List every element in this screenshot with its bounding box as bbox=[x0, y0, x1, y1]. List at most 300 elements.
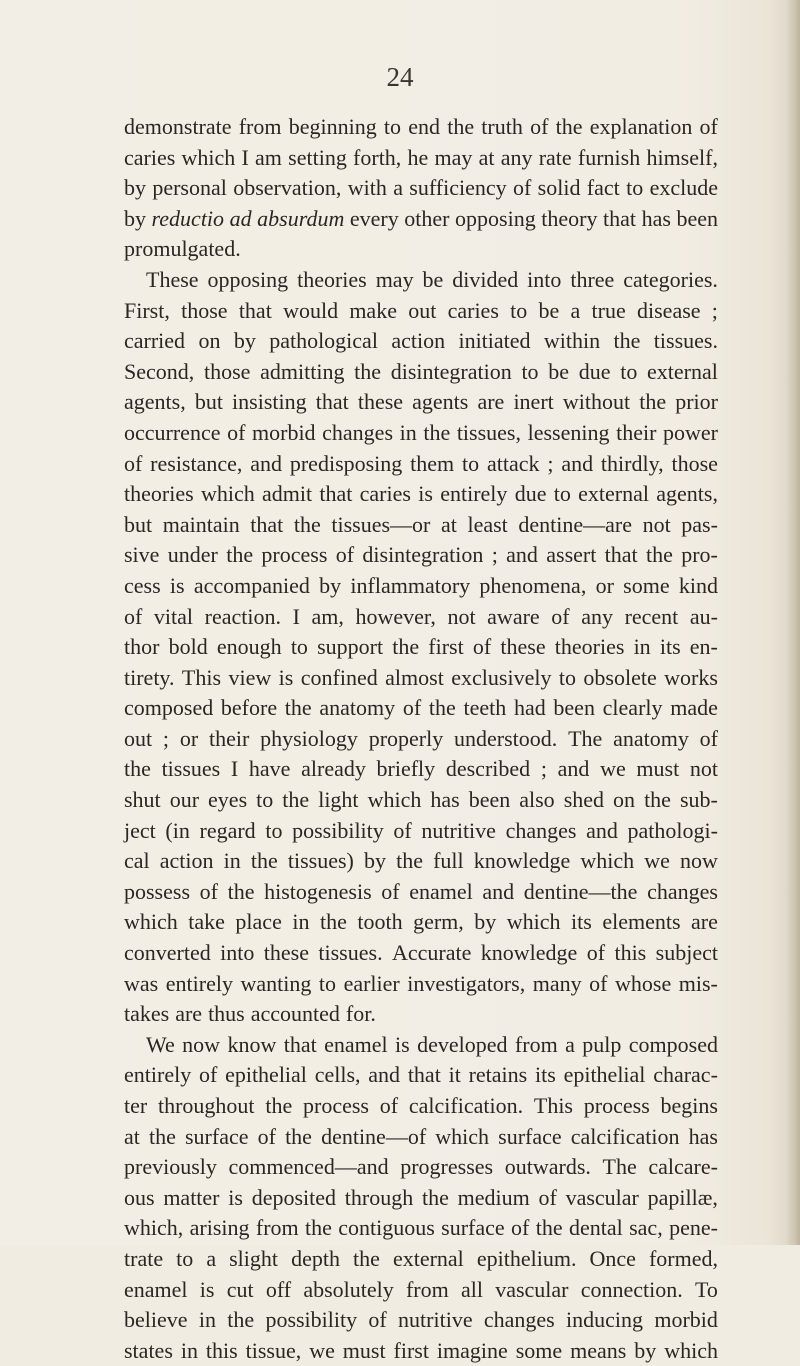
word: fact bbox=[586, 175, 620, 201]
word: a bbox=[206, 1245, 217, 1271]
word: through bbox=[344, 1184, 414, 1210]
word: en- bbox=[689, 634, 718, 660]
word: this bbox=[205, 1337, 238, 1363]
page-edge-shadow bbox=[786, 0, 800, 1245]
word: assert bbox=[546, 542, 597, 568]
word: of bbox=[586, 940, 606, 966]
word: view bbox=[228, 664, 272, 690]
text-line bbox=[124, 204, 718, 235]
word: We bbox=[146, 1031, 175, 1057]
word: in bbox=[198, 1307, 216, 1333]
word: dentine—of bbox=[321, 1123, 427, 1149]
text-line bbox=[124, 1275, 718, 1306]
word: himself, bbox=[646, 144, 718, 170]
word: to bbox=[626, 175, 644, 201]
word: divided bbox=[452, 266, 519, 292]
word: This bbox=[181, 664, 222, 690]
word: surface bbox=[498, 1123, 562, 1149]
word: composed bbox=[628, 1031, 718, 1057]
word: the bbox=[392, 634, 420, 660]
word: elements bbox=[602, 909, 681, 935]
word: already bbox=[301, 756, 366, 782]
word: process bbox=[583, 1093, 650, 1118]
word: calcification bbox=[570, 1123, 680, 1149]
word: of bbox=[381, 878, 400, 904]
word: vital bbox=[153, 603, 194, 629]
word: of bbox=[124, 603, 143, 629]
word: also bbox=[519, 787, 555, 813]
word: bold bbox=[168, 634, 208, 660]
word: furnish bbox=[577, 144, 641, 170]
word: cal bbox=[124, 848, 150, 874]
word: may bbox=[375, 266, 414, 292]
italic-word: reductio bbox=[151, 205, 225, 231]
word: absolutely bbox=[303, 1276, 394, 1302]
word: theory bbox=[541, 205, 598, 231]
word: enough bbox=[216, 634, 282, 660]
word: reaction. bbox=[204, 603, 281, 629]
word: kind bbox=[678, 572, 718, 598]
text-line bbox=[124, 846, 718, 877]
word: some bbox=[623, 572, 670, 598]
word: in bbox=[399, 419, 417, 445]
word: ; bbox=[547, 450, 554, 476]
word: commenced—and bbox=[228, 1154, 389, 1180]
word: the bbox=[354, 358, 382, 384]
word: tooth bbox=[357, 909, 403, 935]
word: the bbox=[227, 1307, 255, 1333]
word: the bbox=[284, 695, 312, 721]
word: agents bbox=[412, 389, 469, 415]
word: is bbox=[169, 572, 185, 598]
paragraph bbox=[124, 112, 718, 265]
word: caries bbox=[124, 144, 176, 170]
word: place bbox=[235, 909, 282, 935]
word: their bbox=[616, 419, 657, 445]
word: observation, bbox=[233, 175, 342, 201]
word: to bbox=[318, 970, 337, 996]
word: of bbox=[198, 1062, 218, 1088]
word: cess bbox=[124, 572, 161, 598]
word: by bbox=[319, 572, 342, 598]
word: now bbox=[182, 1031, 221, 1057]
word: may bbox=[434, 144, 473, 170]
word: to bbox=[521, 358, 539, 384]
word: not bbox=[447, 603, 476, 629]
word: to bbox=[256, 787, 274, 813]
word: has bbox=[688, 1123, 718, 1149]
word: wanting bbox=[240, 970, 312, 996]
word: in bbox=[223, 848, 241, 874]
word: phenomena, bbox=[479, 572, 587, 598]
word: beginning bbox=[288, 114, 377, 139]
text-line bbox=[124, 907, 718, 938]
word: clearly bbox=[602, 695, 663, 721]
word: entirely bbox=[440, 481, 508, 507]
word: admitting bbox=[260, 358, 345, 384]
word: papillæ, bbox=[647, 1184, 718, 1210]
word: made bbox=[670, 695, 718, 721]
word: thus bbox=[208, 1001, 245, 1027]
word: have bbox=[248, 756, 291, 782]
word: contiguous bbox=[338, 1215, 435, 1241]
word: on bbox=[198, 328, 221, 354]
word: of bbox=[379, 1093, 399, 1118]
word: which bbox=[580, 848, 635, 874]
word: anatomy bbox=[319, 695, 396, 721]
word: had bbox=[513, 695, 546, 721]
word: ; bbox=[540, 756, 547, 782]
word: the bbox=[227, 878, 255, 904]
word: investigators, bbox=[407, 970, 526, 996]
word: tissues. bbox=[318, 940, 383, 966]
word: am, bbox=[311, 603, 344, 629]
word: least bbox=[467, 511, 508, 537]
word: Second, bbox=[124, 358, 195, 384]
word: surface bbox=[185, 1123, 249, 1149]
word: knowledge bbox=[480, 940, 578, 966]
word: This bbox=[533, 1093, 573, 1118]
word: end bbox=[408, 114, 440, 139]
word: occurrence bbox=[124, 419, 221, 445]
word: caries bbox=[447, 297, 499, 323]
word: the bbox=[293, 511, 321, 537]
word: at bbox=[478, 144, 495, 170]
word: attack bbox=[486, 450, 540, 476]
word: opposing bbox=[455, 205, 536, 231]
word: take bbox=[188, 909, 225, 935]
word: epithelium. bbox=[476, 1245, 577, 1271]
word: into bbox=[220, 940, 255, 966]
text-line bbox=[124, 785, 718, 816]
word: of bbox=[199, 878, 218, 904]
word: composed bbox=[124, 695, 214, 721]
word: epithelial bbox=[563, 1062, 646, 1088]
word: and bbox=[557, 756, 590, 782]
word: has bbox=[430, 787, 460, 813]
word: the bbox=[555, 114, 583, 139]
text-line bbox=[124, 693, 718, 724]
word: ; bbox=[491, 542, 498, 568]
word: from bbox=[405, 1276, 449, 1302]
word: its bbox=[659, 634, 681, 660]
word: Once bbox=[589, 1245, 636, 1271]
word: imagine bbox=[436, 1337, 508, 1363]
word: would bbox=[283, 297, 339, 323]
word: light bbox=[318, 787, 359, 813]
word: true bbox=[591, 297, 626, 323]
word: are bbox=[175, 1001, 203, 1027]
word: has bbox=[641, 205, 671, 231]
word: prior bbox=[675, 389, 718, 415]
word: epithelial bbox=[225, 1062, 307, 1088]
word: admit bbox=[261, 481, 313, 507]
word: tirety. bbox=[124, 664, 175, 690]
word: of bbox=[699, 114, 718, 139]
word: To bbox=[695, 1276, 718, 1302]
word: disintegration bbox=[362, 542, 484, 568]
word: any bbox=[500, 144, 533, 170]
word: are bbox=[477, 389, 505, 415]
word: exclusively bbox=[451, 664, 552, 690]
word: enamel bbox=[409, 878, 473, 904]
word: possibility bbox=[292, 817, 384, 843]
word: by bbox=[124, 205, 146, 231]
text-line bbox=[124, 1305, 718, 1336]
word: the bbox=[639, 389, 667, 415]
word: tissue, bbox=[245, 1337, 302, 1363]
word: pas- bbox=[681, 511, 718, 537]
word: the bbox=[149, 1123, 176, 1149]
word: which bbox=[124, 909, 178, 935]
word: the bbox=[353, 1245, 380, 1271]
word: the bbox=[265, 1093, 293, 1118]
word: forth, bbox=[353, 144, 402, 170]
word: by bbox=[474, 909, 497, 935]
word: disease bbox=[637, 297, 701, 323]
text-line bbox=[124, 816, 718, 847]
word: aware bbox=[487, 603, 540, 629]
word: many bbox=[532, 970, 582, 996]
word: under bbox=[167, 542, 218, 568]
word: subject bbox=[655, 940, 718, 966]
word: mis- bbox=[678, 970, 718, 996]
word: (in bbox=[165, 817, 190, 843]
word: but bbox=[124, 511, 153, 537]
word: the bbox=[226, 542, 254, 568]
word: obsolete bbox=[583, 664, 657, 690]
text-line bbox=[124, 510, 718, 541]
word: due bbox=[514, 481, 547, 507]
word: of bbox=[551, 603, 570, 629]
word: slight bbox=[229, 1245, 279, 1271]
text-line bbox=[124, 112, 718, 143]
word: I bbox=[241, 144, 249, 170]
word: we bbox=[309, 1337, 335, 1363]
paragraph bbox=[124, 265, 718, 1030]
word: takes bbox=[124, 1001, 170, 1027]
word: the bbox=[305, 1215, 332, 1241]
text-line bbox=[124, 479, 718, 510]
word: the bbox=[428, 695, 456, 721]
word: that bbox=[604, 542, 638, 568]
word: to bbox=[558, 664, 576, 690]
word: trate bbox=[124, 1245, 164, 1271]
word: theories bbox=[297, 266, 367, 292]
italic-word: ad bbox=[229, 205, 252, 231]
word: depth bbox=[291, 1245, 340, 1271]
word: of bbox=[257, 1123, 276, 1149]
word: sac, bbox=[629, 1215, 663, 1241]
word: connection. bbox=[580, 1276, 683, 1302]
word: must bbox=[636, 756, 680, 782]
word: sufficiency bbox=[409, 175, 507, 201]
word: the bbox=[613, 328, 641, 354]
word: changes bbox=[483, 1307, 555, 1333]
word: opposing bbox=[207, 266, 289, 292]
word: rate bbox=[538, 144, 572, 170]
word: we bbox=[600, 756, 626, 782]
word: that bbox=[250, 511, 284, 537]
word: previously bbox=[124, 1154, 217, 1180]
word: of bbox=[227, 419, 246, 445]
word: inducing bbox=[566, 1307, 644, 1333]
word: its bbox=[571, 909, 592, 935]
word: confined bbox=[300, 664, 378, 690]
word: from bbox=[514, 1031, 558, 1057]
word: whose bbox=[615, 970, 672, 996]
word: anatomy bbox=[613, 725, 689, 751]
word: the bbox=[282, 787, 310, 813]
word: the bbox=[535, 1215, 563, 1241]
word: from bbox=[255, 1215, 299, 1241]
word: au- bbox=[689, 603, 718, 629]
word: morbid bbox=[252, 419, 316, 445]
word: regard bbox=[199, 817, 256, 843]
word: any bbox=[581, 603, 613, 629]
word: converted bbox=[124, 940, 211, 966]
word: we bbox=[644, 848, 670, 874]
text-line bbox=[124, 540, 718, 571]
italic-word: absurdum bbox=[257, 205, 345, 231]
text-line bbox=[124, 602, 718, 633]
word: enamel bbox=[124, 1276, 188, 1302]
word: and bbox=[561, 450, 594, 476]
word: changes bbox=[505, 817, 577, 843]
word: the bbox=[423, 419, 451, 445]
word: of bbox=[511, 1215, 530, 1241]
text-line bbox=[124, 265, 718, 296]
word: initiated bbox=[458, 328, 531, 354]
word: action bbox=[391, 328, 446, 354]
text-line bbox=[124, 326, 718, 357]
word: is bbox=[395, 1031, 410, 1057]
text-line bbox=[124, 1336, 718, 1366]
word: solid bbox=[537, 175, 581, 201]
word: formed, bbox=[648, 1245, 718, 1271]
word: explanation bbox=[589, 114, 693, 139]
word: external bbox=[392, 1245, 464, 1271]
word: be bbox=[538, 297, 560, 323]
word: changes bbox=[647, 878, 718, 904]
word: ous bbox=[124, 1184, 155, 1210]
word: those bbox=[203, 358, 251, 384]
word: that bbox=[283, 1031, 317, 1057]
word: of bbox=[472, 634, 492, 660]
word: the bbox=[421, 1184, 449, 1210]
word: possibility bbox=[265, 1307, 358, 1333]
word: calcification. bbox=[408, 1093, 524, 1118]
word: and bbox=[506, 542, 538, 568]
text-line bbox=[124, 143, 718, 174]
word: these bbox=[357, 389, 404, 415]
word: sub- bbox=[679, 787, 718, 813]
word: pathologi- bbox=[627, 817, 718, 843]
word: the bbox=[124, 756, 151, 782]
word: know bbox=[227, 1031, 277, 1057]
word: for. bbox=[345, 1001, 376, 1027]
word: to bbox=[620, 358, 638, 384]
word: and bbox=[482, 878, 515, 904]
word: dental bbox=[568, 1215, 623, 1241]
word: earlier bbox=[343, 970, 400, 996]
word: their bbox=[208, 725, 250, 751]
word: tissues bbox=[161, 756, 221, 782]
word: thor bbox=[124, 634, 160, 660]
word: agents, bbox=[656, 481, 718, 507]
word: with bbox=[347, 175, 387, 201]
word: enamel bbox=[324, 1031, 388, 1057]
word: surface bbox=[441, 1215, 505, 1241]
word: tissues) bbox=[287, 848, 354, 874]
word: tissues, bbox=[456, 419, 521, 445]
word: by bbox=[124, 175, 146, 201]
word: ject bbox=[124, 817, 156, 843]
word: was bbox=[124, 970, 159, 996]
word: to bbox=[462, 450, 480, 476]
word: exclude bbox=[649, 175, 718, 201]
word: he bbox=[407, 144, 429, 170]
word: deposited bbox=[251, 1184, 337, 1210]
body-text bbox=[124, 112, 718, 1366]
page-number: 24 bbox=[386, 62, 414, 92]
word: external bbox=[578, 481, 649, 507]
text-line bbox=[124, 173, 718, 204]
word: power bbox=[663, 419, 718, 445]
text-line bbox=[124, 234, 718, 265]
word: believe bbox=[124, 1307, 188, 1333]
word: them bbox=[410, 450, 455, 476]
word: all bbox=[460, 1276, 483, 1302]
word: possess bbox=[124, 878, 191, 904]
word: physiology bbox=[260, 725, 358, 751]
paragraph bbox=[124, 1030, 718, 1366]
word: before bbox=[220, 695, 278, 721]
word: be bbox=[548, 358, 570, 384]
word: to bbox=[176, 1245, 194, 1271]
word: some bbox=[515, 1337, 563, 1363]
text-line bbox=[124, 663, 718, 694]
word: caries bbox=[359, 481, 411, 507]
word: not bbox=[642, 511, 671, 537]
word: of bbox=[402, 695, 422, 721]
word: begins bbox=[660, 1093, 718, 1118]
word: of bbox=[393, 817, 412, 843]
word: the bbox=[319, 909, 347, 935]
word: pro- bbox=[681, 542, 718, 568]
word: now bbox=[680, 848, 718, 874]
word: germ, bbox=[413, 909, 464, 935]
word: almost bbox=[385, 664, 444, 690]
word: personal bbox=[152, 175, 227, 201]
word: pathological bbox=[269, 328, 378, 354]
word: First, bbox=[124, 297, 170, 323]
word: I bbox=[292, 603, 300, 629]
word: is bbox=[278, 664, 294, 690]
word: those bbox=[671, 450, 718, 476]
word: at bbox=[440, 511, 457, 537]
word: are bbox=[691, 909, 718, 935]
word: full bbox=[433, 848, 464, 874]
word: the bbox=[646, 542, 673, 568]
word: These bbox=[146, 266, 199, 292]
word: which bbox=[367, 787, 422, 813]
word: The bbox=[602, 1154, 637, 1180]
word: this bbox=[614, 940, 647, 966]
word: retains bbox=[468, 1062, 528, 1088]
word: those bbox=[181, 297, 228, 323]
word: first bbox=[393, 1337, 429, 1363]
